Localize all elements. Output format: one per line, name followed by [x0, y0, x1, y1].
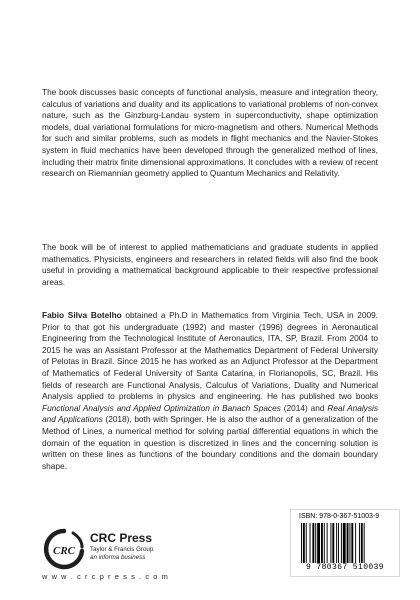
barcode-bar — [351, 523, 353, 563]
description-paragraph-2: The book will be of interest to applied mathematicians and graduate students in applied mathematics. Physicists, engineers and researchers in related fields will also find the book useful in providing a mathematical background applicable to their respective professional areas. — [42, 242, 378, 287]
barcode-bar — [301, 523, 302, 563]
barcode-bar — [327, 523, 328, 563]
barcode-bar — [317, 523, 320, 563]
barcode-bar — [343, 523, 346, 563]
description-paragraph-1: The book discusses basic concepts of functional analysis, measure and integration theory, calculus of variations and duality and its applications to variational problems of non-convex nature, such as the Ginzburg-Landau system in superconductivity, shape optimization models, dual variational formulations for micro-magnetism and others. Numerical Methods for such and similar problems, such as models in flight mechanics and the Navier-Stokes system in fluid mechanics have been developed through the generalized method of lines, including their matrix finite dimensional approximations. It concludes with a review of recent research on Riemannian geometry applied to Quantum Mechanics and Relativity. — [42, 87, 378, 179]
author-bio-text-2: (2014) and — [280, 402, 328, 413]
barcode-bar — [341, 523, 342, 563]
author-bio-text-3: (2018), both with Springer. He is also the author of a generalization of the Method of Lines, a numerical method for solving partial differential equations in which the domain of the equation in question is discretized in lines and the concerning solution is written on these lines as functions of the boundary conditions and the domain boundary shape. — [42, 414, 378, 471]
barcode-bar — [324, 523, 325, 563]
author-bio-text-1: obtained a Ph.D in Mathematics from Virginia Tech, USA in 2009. Prior to that got his undergraduate (1992) and master (1996) degrees in Aeronautical Engineering from the Technological Institute of Aeronautics, ITA, SP, Brazil. From 2004 to 2015 he was an Assistant Professor at the Mathematics Department of Federal University of Pelotas in Brazil. Since 2015 he has worked as an Adjunct Professor at the Department of Mathematics of Federal University of Santa Catarina, in Florianopolis, SC, Brazil. His fields of research are Functional Analysis, Calculus of Variations, Duality and Numerical Analysis applied to problems in physics and engineering. He has published two books — [42, 310, 378, 402]
barcode-bar — [303, 523, 305, 563]
publisher-website: w w w . c r c p r e s s . c o m — [42, 572, 169, 581]
logo-mark-text: CRC — [52, 545, 76, 557]
barcode-bar — [321, 523, 323, 563]
barcode-bars — [301, 523, 389, 563]
isbn-label: ISBN: 978-0-367-51003-9 — [299, 513, 380, 520]
crc-swoosh-logo-icon — [42, 527, 86, 571]
book-title-1: Functional Analysis and Applied Optimization in Banach Spaces — [42, 402, 281, 413]
publisher-tagline: an informa business — [90, 554, 146, 561]
publisher-name: CRC Press — [90, 531, 153, 545]
barcode-bar — [347, 523, 349, 563]
barcode-bar — [364, 523, 365, 563]
barcode-bar — [338, 523, 339, 563]
barcode-bar — [332, 523, 334, 563]
barcode-bar — [306, 523, 307, 563]
barcode-bar — [310, 523, 311, 563]
barcode-bar — [336, 523, 337, 563]
barcode-bar — [330, 523, 331, 563]
author-name: Fabio Silva Botelho — [42, 310, 122, 320]
book-title-2: Real Analysis and Applications — [42, 402, 378, 425]
barcode-bar — [315, 523, 316, 563]
isbn-barcode — [290, 509, 400, 577]
barcode-bar — [312, 523, 314, 563]
barcode-bar — [349, 523, 350, 563]
barcode-bar — [361, 523, 363, 563]
publisher-group: Taylor & Francis Group — [90, 546, 154, 553]
barcode-digits: 9 780367 510039 — [305, 563, 384, 572]
barcode-bar — [359, 523, 360, 563]
barcode-bar — [355, 523, 356, 563]
publisher-logo — [42, 527, 182, 572]
author-biography — [42, 310, 378, 472]
